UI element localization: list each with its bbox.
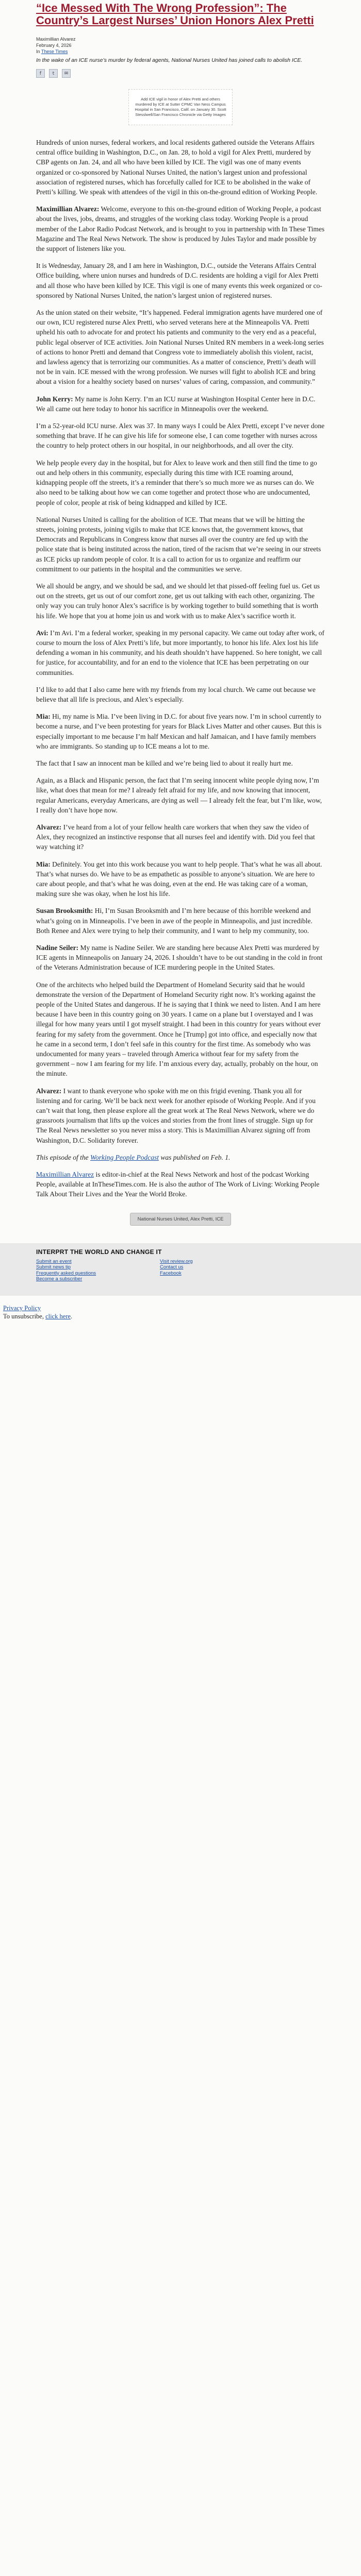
paragraph	[36, 859, 325, 899]
paragraph-text: As the union stated on their website, “It’s happened. Federal immigration agents have murdered one of our own, ICU registered nurse Alex Pretti, who served veterans here at the Minneapolis VA. Pretti upheld his oath to advocate for and protect his patients and community to the very end as a peaceful, public legal observer of ICE activities. Join National Nurses United RN members in a week-long series of actions to honor Pretti and demand that Congress vote to immediately abolish this violent, racist, and lawless agency that is terrorizing our communities. As a matter of conscience, Pretti’s death will not be in vain. ICE messed with the wrong profession. We nurses will fight to abolish ICE and bring about a vision for a healthy society based on nurses’ values of caring, compassion, and community.”	[36, 309, 324, 386]
visit-review-link[interactable]: Visit review.org	[160, 1258, 193, 1264]
twitter-icon[interactable]: t	[49, 69, 58, 78]
paragraph-text: I’m Avi. I’m a federal worker, speaking in my personal capacity. We came out today after work, of course to mourn the loss of Alex Pretti’s life, but more importantly, to honor his life. Alex lost his life defending a woman in his community, and his death shouldn’t have happened. So here tonight, we call for justice, for accountability, and for an end to the violence that ICE has been perpetrating on our communities.	[36, 629, 325, 676]
paragraph	[36, 261, 325, 300]
facebook-link[interactable]: Facebook	[160, 1270, 182, 1276]
tags-pill[interactable]: National Nurses United, Alex Pretti, ICE	[130, 1213, 232, 1226]
submit-event-link[interactable]: Submit an event	[36, 1258, 72, 1264]
paragraph	[36, 980, 325, 1079]
paragraph-text: Definitely. You get into this work because you want to help people. That’s what he was all about. That’s what nurses do. We have to be as empathetic as possible to anyone’s situation. We are here to care about people, and that’s what he was doing, even at the end. He was taking care of a woman, making sure she was okay, when he lost his life.	[36, 860, 322, 898]
share-row	[36, 69, 325, 78]
author-bio-link[interactable]: Maximillian Alvarez	[36, 1171, 94, 1179]
paragraph	[36, 711, 325, 751]
speaker-name: Mia:	[36, 713, 51, 721]
article-body	[36, 138, 325, 1199]
paragraph-text: Welcome, everyone to this on-the-ground edition of Working People, a podcast about the lives, jobs, dreams, and struggles of the working class today. Working People is a proud member of the Labor Radio Podcast Network, and is brought to you in partnership with In These Times Magazine and The Real News Network. The show is produced by Jules Taylor and made possible by the support of listeners like you.	[36, 205, 325, 253]
paragraph-text: My name is John Kerry. I’m an ICU nurse at Washington Hospital Center here in D.C. We all came out here today to honor his sacrifice in Minneapolis over the weekend.	[36, 395, 316, 413]
paragraph	[36, 421, 325, 451]
privacy-policy-link[interactable]: Privacy Policy	[3, 1304, 41, 1312]
unsubscribe-prefix: To unsubscribe,	[3, 1312, 46, 1320]
speaker-name: Alvarez:	[36, 823, 62, 831]
paragraph	[36, 138, 325, 197]
author-bio	[36, 1170, 325, 1199]
paragraph-text: Hundreds of union nurses, federal workers, and local residents gathered outside the Veterans Affairs central office building in Washington, D.C., on Jan. 28, to hold a vigil for Alex Pretti, murdered by CBP agents on Jan. 24, and all who have been killed by ICE. The vigil was one of many events organized or co-sponsored by National Nurses United, the nation’s largest union and professional association of registered nurses, which has forcefully called for ICE to be abolished in the wake of Pretti’s killing. We speak with attendees of the vigil in this on-the-ground edition of Working People.	[36, 139, 318, 196]
speaker-name: Susan Brooksmith:	[36, 907, 93, 915]
paragraph-text: I’ve heard from a lot of your fellow health care workers that when they saw the video of Alex, they recognized an instinctive response that all nurses feel and identify with. Did you feel that way watching it?	[36, 823, 315, 851]
unsubscribe-suffix: .	[71, 1312, 73, 1320]
paragraph-text: One of the architects who helped build the Department of Homeland Security said that he would demonstrate the version of the Department of Homeland Security right now. It’s working against the people of the United States and dangerous. If he is saying that I think we need to listen. And I am here because I have been in this country going on 30 years. I came on a plane but I overstayed and I was illegal for how many years until I got myself straight. I had been in this country for years without ever fearing for my safety from the government. Once he [Trump] got into office, and especially now that he came in a second term, I don’t feel safe in this country for the first time. As somebody who was undocumented for many years – traveled through America without fear for my safety from the government – now I am fearing for my life. I’m anxious every day, actually, probably on the hour, on the minute.	[36, 980, 321, 1078]
paragraph-text: The fact that I saw an innocent man be killed and we’re being lied to about it really hurt me.	[36, 759, 293, 767]
footer-links	[36, 1259, 325, 1282]
paragraph-text: National Nurses United is calling for the abolition of ICE. That means that we will be hitting the streets, joining protests, joining vigils to make that ICE knows that, the government knows, that Democrats and Republicans in Congress know that nurses all over the country are fed up with the police state that is being instituted across the nation, tired of the racism that we’re seeing in our streets as ICE picks up random people of color. It is a call to action for us to organize and reaffirm our commitment to our patients in the hospital and the communities we serve.	[36, 515, 321, 573]
episode-note	[36, 1153, 325, 1162]
footer-right-column	[160, 1259, 263, 1282]
paragraph-text: I want to thank everyone who spoke with me on this frigid evening. Thank you all for listening and for caring. We’ll be back next week for another episode of Working People. And if you can’t wait that long, then please explore all the great work at The Real News Network, where we do grassroots journalism that lifts up the voices and stories from the front lines of struggle. Sign up for The Real News newsletter so you never miss a story. This is Maximillian Alvarez signing off from Washington, D.C. Solidarity forever.	[36, 1087, 316, 1144]
paragraph-text: Hi, I’m Susan Brooksmith and I’m here because of this horrible weekend and what’s going on in Minneapolis. I’ve been in awe of the people in Minneapolis, and just incredible. Both Renee and Alex were trying to help their community, and I want to help my community, too.	[36, 907, 313, 935]
author-bio-text: is editor-in-chief at the Real News Network and host of the podcast Working People, available at InTheseTimes.com. He is also the author of The Work of Living: Working People Talk About Their Lives and the Year the World Broke.	[36, 1171, 320, 1198]
speaker-name: Avi:	[36, 629, 48, 637]
footer-left-column	[36, 1259, 139, 1282]
paragraph-text: We all should be angry, and we should be sad, and we should let that pissed-off feeling fuel us. Get us out on the streets, get us out of our comfort zone, get us out talking with each other, organizing. The only way you can truly honor Alex’s sacrifice is by working together to build something that is worth his life. We hope that you at home join us and work with us to make Alex’s sacrifice worth it.	[36, 582, 320, 620]
publish-date: February 4, 2026	[36, 43, 72, 48]
author-name: Maximillian Alvarez	[36, 37, 76, 42]
paragraph	[36, 308, 325, 387]
episode-note-suffix: was published on Feb. 1.	[158, 1153, 231, 1161]
paragraph	[36, 758, 325, 768]
paragraph	[36, 458, 325, 507]
paragraph-text: Again, as a Black and Hispanic person, the fact that I’m seeing innocent white people dying now, I’m like, what does that mean for me? I already felt afraid for my life, and now knowing that innocent, regular Americans, everyday Americans, are dying as well — I already felt the fear, but I’m like, wow, I really don’t have hope now.	[36, 776, 322, 814]
paragraph	[36, 943, 325, 973]
paragraph	[36, 394, 325, 414]
paragraph-text: We help people every day in the hospital, but for Alex to leave work and then still find the time to go out and help others in this community, especially during this time with ICE roaming around, kidnapping people off the streets, it’s a reminder that there’s so much more we as nurses can do. We also need to be talking about how we can come together and protect those who are undocumented, people of color, people at risk of being kidnapped and killed by ICE.	[36, 459, 317, 506]
speaker-name: Nadine Seiler:	[36, 944, 79, 952]
article-dek: In the wake of an ICE nurse’s murder by federal agents, National Nurses United has joined calls to abolish ICE.	[36, 57, 303, 63]
email-icon[interactable]: ✉	[62, 69, 71, 78]
paragraph-text: I’m a 52-year-old ICU nurse. Alex was 37. In many ways I could be Alex Pretti, except I’ve never done something that brave. If he can give his life for someone else, I can come together with nurses across the country to help protect others in our hospital, in our neighborhoods, and all over the city.	[36, 422, 325, 450]
unsubscribe-line	[3, 1312, 325, 1320]
become-subscriber-link[interactable]: Become a subscriber	[36, 1276, 83, 1282]
footer-title: INTERPRT THE WORLD AND CHANGE IT	[36, 1248, 162, 1256]
episode-note-prefix: This episode of the	[36, 1153, 90, 1161]
paragraph	[36, 906, 325, 936]
speaker-name: John Kerry:	[36, 395, 73, 403]
paragraph	[36, 515, 325, 574]
section-prefix: In	[36, 49, 40, 54]
faq-link[interactable]: Frequently asked questions	[36, 1270, 96, 1276]
footer	[0, 1243, 361, 1296]
paragraph-text: Hi, my name is Mia. I’ve been living in D.C. for about five years now. I’m in school currently to become a nurse, and I’ve been protesting for years for Black Lives Matter and other causes. But this is especially important to me because I’m half Mexican and half Jamaican, and I have family members who are immigrants. So standing up to ICE means a lot to me.	[36, 713, 322, 750]
photo-caption: Add ICE vigil in honor of Alex Pretti and others murdered by ICE at Sutter CPMC Van Ness Campus Hospital in San Francisco, Calif. on January 30. Scott Stesslwell/San Francisco Chronicle via Getty Images	[135, 97, 226, 117]
paragraph	[36, 628, 325, 677]
contact-us-link[interactable]: Contact us	[160, 1264, 184, 1270]
unsubscribe-link[interactable]: click here	[45, 1312, 71, 1320]
paragraph-text: It is Wednesday, January 28, and I am here in Washington, D.C., outside the Veterans Affairs Central Office building, where union nurses and hundreds of D.C. residents are holding a vigil for Alex Pretti and all those who have been killed by ICE. This vigil is one of many events this week organized or co-sponsored by National Nurses United, the nation’s largest union of registered nurses.	[36, 262, 322, 299]
podcast-link[interactable]: Working People Podcast	[90, 1153, 159, 1161]
lead-photo	[128, 89, 233, 125]
bottom-links	[0, 1296, 361, 1320]
paragraph	[36, 775, 325, 815]
paragraph	[36, 685, 325, 704]
section-line	[36, 48, 325, 55]
paragraph	[36, 204, 325, 253]
paragraph-text: I’d like to add that I also came here with my friends from my local church. We came out because we believe that all life is precious, and Alex’s especially.	[36, 685, 316, 703]
paragraph	[36, 822, 325, 852]
paragraph	[36, 581, 325, 621]
submit-news-tip-link[interactable]: Submit news tip	[36, 1264, 71, 1270]
facebook-icon[interactable]: f	[36, 69, 45, 78]
headline[interactable]: “Ice Messed With The Wrong Profession”: The Country’s Largest Nurses’ Union Honors Alex Pretti	[36, 2, 314, 27]
paragraph	[36, 1086, 325, 1145]
tags-row	[36, 1213, 325, 1226]
section-link[interactable]: These Times	[41, 49, 68, 54]
paragraph-text: My name is Nadine Seiler. We are standing here because Alex Pretti was murdered by ICE agents in Minneapolis on January 24, 2026. I shouldn’t have to be out standing in the cold in front of the Veterans Administration because of ICE murdering people in the United States.	[36, 944, 323, 972]
speaker-name: Mia:	[36, 860, 51, 868]
article-page	[3, 0, 325, 1320]
speaker-name: Alvarez:	[36, 1087, 62, 1095]
speaker-name: Maximillian Alvarez:	[36, 205, 100, 213]
byline	[36, 36, 325, 55]
